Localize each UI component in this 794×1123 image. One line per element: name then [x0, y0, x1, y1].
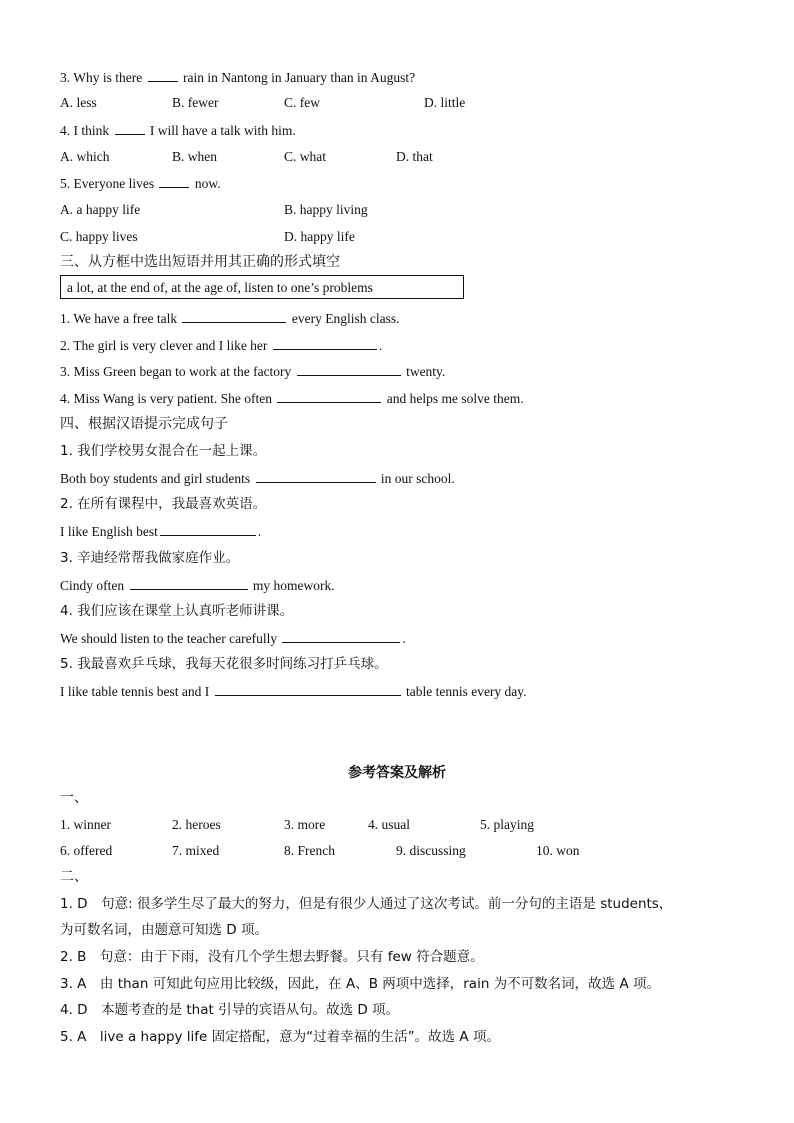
question-stem: I will have a talk with him.	[149, 123, 296, 138]
answer-blank[interactable]	[256, 470, 376, 483]
answer-item: 1. winner	[60, 817, 111, 832]
sentence-text: in our school.	[380, 471, 455, 486]
answer-blank[interactable]	[277, 390, 381, 403]
question-3	[60, 69, 415, 86]
fill-sentence-1	[60, 310, 399, 327]
translate-sentence-3	[60, 577, 335, 594]
answer-section-2: 二、	[60, 869, 88, 885]
answer-blank[interactable]	[159, 175, 189, 188]
explanation-5: 5. A live a happy life 固定搭配，意为“过着幸福的生活”。故选 A 项。	[60, 1029, 500, 1045]
answer-section-1: 一、	[60, 790, 88, 806]
question-stem: 3. Why is there	[60, 70, 143, 85]
explanation-1-cont: 为可数名词，由题意可知选 D 项。	[60, 922, 268, 938]
option-c[interactable]: C. what	[284, 149, 326, 164]
explanation-4: 4. D 本题考查的是 that 引导的宾语从句。故选 D 项。	[60, 1002, 400, 1018]
sentence-text: 2. The girl is very clever and I like her	[60, 338, 268, 353]
sentence-text: my homework.	[252, 578, 335, 593]
answer-blank[interactable]	[297, 363, 401, 376]
answer-blank[interactable]	[130, 577, 248, 590]
sentence-text: Cindy often	[60, 578, 125, 593]
sentence-text: table tennis every day.	[405, 684, 527, 699]
answer-item: 3. more	[284, 817, 326, 832]
chinese-prompt-2: 2. 在所有课程中，我最喜欢英语。	[60, 496, 267, 512]
option-b[interactable]: B. when	[172, 149, 217, 164]
question-5	[60, 175, 221, 192]
answer-item: 8. French	[284, 843, 335, 858]
question-stem: 5. Everyone lives	[60, 176, 155, 191]
translate-sentence-1	[60, 470, 455, 487]
chinese-prompt-3: 3. 辛迪经常帮我做家庭作业。	[60, 550, 240, 566]
answer-item: 5. playing	[480, 817, 534, 832]
explanation-3: 3. A 由 than 可知此句应用比较级，因此，在 A、B 两项中选择，rain 为不可数名词，故选 A 项。	[60, 976, 660, 992]
answer-blank[interactable]	[273, 337, 377, 350]
phrase-list: a lot, at the end of, at the age of, listen to one’s problems	[67, 280, 373, 295]
fill-sentence-2	[60, 337, 382, 354]
chinese-prompt-4: 4. 我们应该在课堂上认真听老师讲课。	[60, 603, 294, 619]
option-b[interactable]: B. happy living	[284, 202, 368, 217]
sentence-text: every English class.	[291, 311, 400, 326]
answer-blank[interactable]	[160, 523, 256, 536]
translate-sentence-5	[60, 683, 527, 700]
option-a[interactable]: A. a happy life	[60, 202, 141, 217]
sentence-text: and helps me solve them.	[386, 391, 524, 406]
option-c[interactable]: C. few	[284, 95, 320, 110]
sentence-text: I like table tennis best and I	[60, 684, 210, 699]
sentence-text: 4. Miss Wang is very patient. She often	[60, 391, 273, 406]
answer-blank[interactable]	[148, 69, 178, 82]
sentence-text: We should listen to the teacher carefully	[60, 631, 278, 646]
chinese-prompt-1: 1. 我们学校男女混合在一起上课。	[60, 443, 267, 459]
section-heading-4: 四、根据汉语提示完成句子	[60, 416, 228, 432]
translate-sentence-4	[60, 630, 406, 647]
option-a[interactable]: A. less	[60, 95, 97, 110]
explanation-1: 1. D 句意: 很多学生尽了最大的努力，但是有很少人通过了这次考试。前一分句的主语是 students，	[60, 896, 673, 912]
option-d[interactable]: D. little	[424, 95, 466, 110]
option-c[interactable]: C. happy lives	[60, 229, 138, 244]
option-d[interactable]: D. that	[396, 149, 433, 164]
option-b[interactable]: B. fewer	[172, 95, 219, 110]
explanation-2: 2. B 句意：由于下雨，没有几个学生想去野餐。只有 few 符合题意。	[60, 949, 484, 965]
answer-key-title: 参考答案及解析	[348, 765, 446, 781]
chinese-prompt-5: 5. 我最喜欢乒乓球，我每天花很多时间练习打乒乓球。	[60, 656, 388, 672]
section-heading-3: 三、从方框中选出短语并用其正确的形式填空	[60, 254, 340, 270]
sentence-text: twenty.	[406, 364, 446, 379]
question-stem: rain in Nantong in January than in August?	[182, 70, 416, 85]
option-d[interactable]: D. happy life	[284, 229, 355, 244]
answer-item: 6. offered	[60, 843, 113, 858]
question-4	[60, 122, 296, 139]
answer-item: 9. discussing	[396, 843, 466, 858]
answer-item: 7. mixed	[172, 843, 220, 858]
answer-blank[interactable]	[215, 683, 401, 696]
translate-sentence-2	[60, 523, 261, 540]
answer-blank[interactable]	[282, 630, 400, 643]
fill-sentence-4	[60, 390, 524, 407]
question-stem: now.	[194, 176, 221, 191]
answer-blank[interactable]	[115, 122, 145, 135]
answer-item: 2. heroes	[172, 817, 221, 832]
sentence-text: 1. We have a free talk	[60, 311, 178, 326]
sentence-text: .	[378, 338, 383, 353]
sentence-text: .	[257, 524, 262, 539]
answer-blank[interactable]	[182, 310, 286, 323]
sentence-text: Both boy students and girl students	[60, 471, 251, 486]
question-stem: 4. I think	[60, 123, 110, 138]
option-a[interactable]: A. which	[60, 149, 110, 164]
answer-item: 10. won	[536, 843, 580, 858]
fill-sentence-3	[60, 363, 445, 380]
phrase-box	[60, 275, 464, 299]
sentence-text: .	[402, 631, 406, 646]
sentence-text: 3. Miss Green began to work at the factory	[60, 364, 292, 379]
answer-item: 4. usual	[368, 817, 410, 832]
sentence-text: I like English best	[60, 524, 158, 539]
